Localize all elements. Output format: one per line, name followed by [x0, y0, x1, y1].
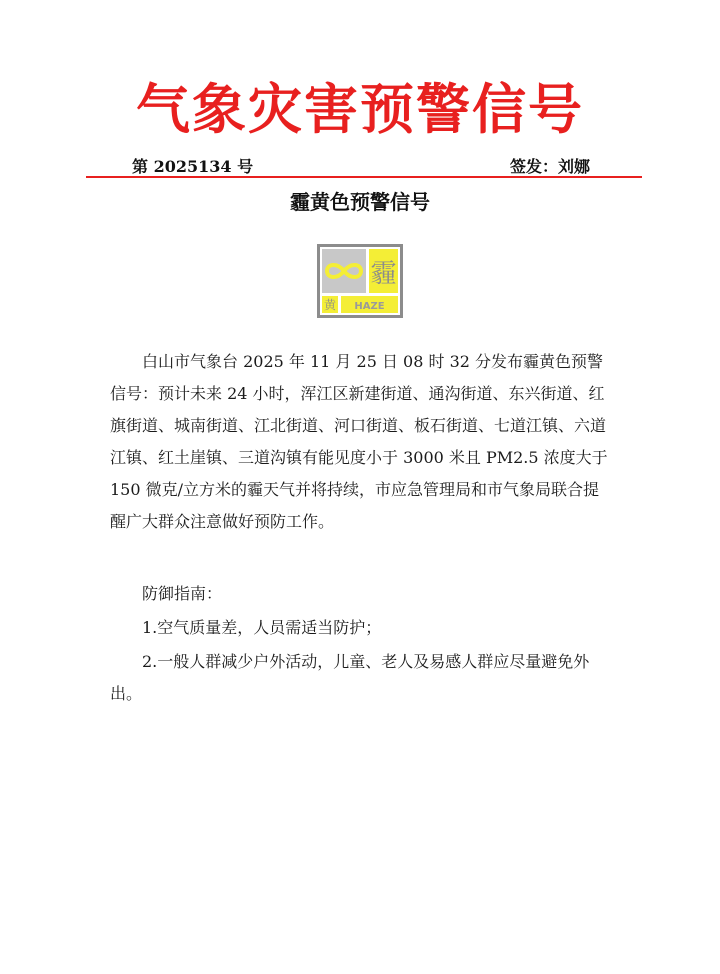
guide-heading: 防御指南： — [142, 584, 223, 603]
meta-row — [132, 156, 590, 178]
warning-paragraph: 白山市气象台 2025 年 11 月 25 日 08 时 32 分发布霾黄色预警信号：预计未来 24 小时，浑江区新建街道、通沟街道、东兴街道、红旗街道、城南街道、江北街道、河口街道、板石街道、七道江镇、六道江镇、红土崖镇、三道沟镇有能见度小于 3000 米且 PM2.5 浓度大于 150 微克/立方米的霾天气并将持续，市应急管理局和市气象局联合提醒广大群众注意做好预防工作。 — [110, 352, 608, 531]
signer: 签发：刘娜 — [509, 157, 590, 176]
guide-item: 2.一般人群减少户外活动，儿童、老人及易感人群应尽量避免外出。 — [110, 652, 590, 703]
icon-level-char: 黄 — [323, 298, 337, 312]
haze-yellow-warning-icon — [317, 244, 403, 318]
red-divider — [86, 176, 642, 178]
document-title: 气象灾害预警信号 — [136, 78, 584, 141]
guide-item: 1.空气质量差，人员需适当防护； — [142, 618, 382, 637]
issue-number: 第 2025134 号 — [132, 157, 254, 176]
icon-char: 霾 — [370, 259, 397, 289]
icon-label: HAZE — [354, 301, 385, 312]
signal-title: 霾黄色预警信号 — [290, 190, 430, 214]
